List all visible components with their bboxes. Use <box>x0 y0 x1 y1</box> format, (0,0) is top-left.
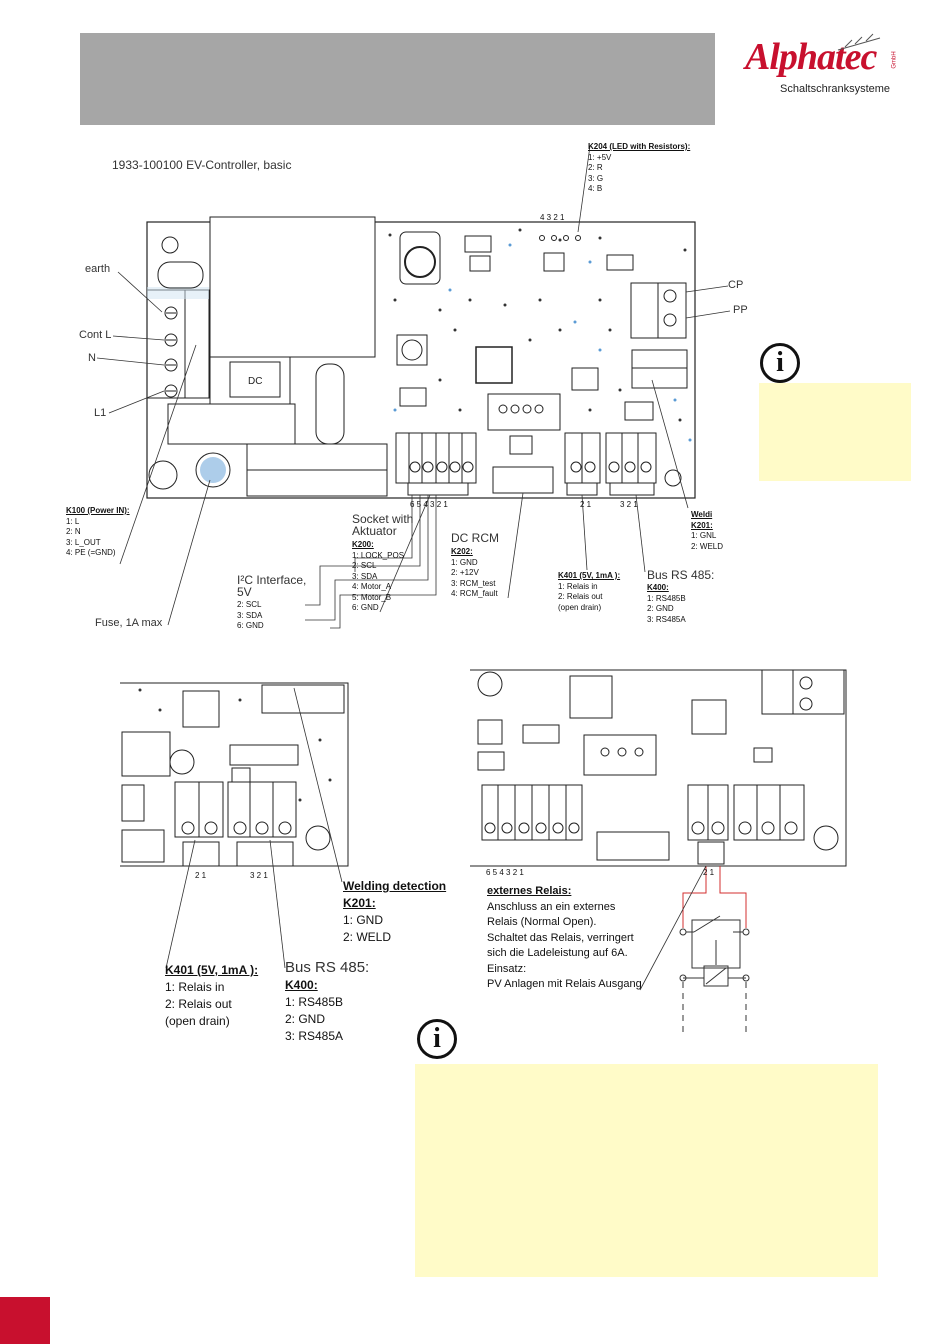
i2c-line: 3: SDA <box>237 610 263 620</box>
detail-k400-pin-numbers: 3 2 1 <box>250 871 268 880</box>
socket-title-line: Aktuator <box>352 524 397 538</box>
detail-k400-heading: K400: <box>285 978 318 992</box>
k201-heading: Weldi <box>691 510 713 519</box>
k401-line: (open drain) <box>558 602 602 612</box>
detail-k400-line: 1: RS485B <box>285 995 344 1009</box>
external-relay-line: Schaltet das Relais, verringert <box>487 931 634 944</box>
bus-title: Bus RS 485: <box>647 568 715 582</box>
document-title: 1933-100100 EV-Controller, basic <box>112 158 292 172</box>
detail-bus-title: Bus RS 485: <box>285 959 370 976</box>
k200-line: 1: LOCK_POS <box>352 550 405 560</box>
k401-line: 2: Relais out <box>558 592 603 601</box>
external-relay-line: Anschluss an ein externes <box>487 900 616 913</box>
k201-heading2: K201: <box>691 520 713 530</box>
external-relay-line: sich die Ladeleistung auf 6A. <box>487 947 628 959</box>
logo-wordmark: Alphatec <box>745 36 877 78</box>
i2c-title-line: I²C Interface, <box>237 573 307 587</box>
k204-line: 1: +5V <box>588 152 612 162</box>
detail-k401-heading: K401 (5V, 1mA ): <box>165 963 259 977</box>
detail-k400-line: 3: RS485A <box>285 1029 344 1043</box>
k200-line: 2: SCL <box>352 561 377 570</box>
k400-line: 3: RS485A <box>647 614 686 624</box>
k100-heading: K100 (Power IN): <box>66 506 130 515</box>
external-relay-line: PV Anlagen mit Relais Ausgang <box>487 978 642 990</box>
svg-text:DC: DC <box>248 376 263 387</box>
label-cont-l: Cont L <box>79 329 112 341</box>
info-icon: i <box>417 1019 457 1059</box>
external-relay-note <box>487 884 642 993</box>
k401-pin-numbers: 2 1 <box>580 500 592 509</box>
socket-title-line: Socket with <box>352 512 414 526</box>
dc-rcm-title: DC RCM <box>451 531 499 545</box>
label-earth: earth <box>85 263 111 275</box>
k100-line: 2: N <box>66 527 81 536</box>
k400-line: 2: GND <box>647 604 674 613</box>
k200-line: 5: Motor_B <box>352 592 392 602</box>
k200-heading: K200: <box>352 540 374 549</box>
k401-line: 1: Relais in <box>558 581 598 591</box>
welding-heading2: K201: <box>343 896 376 910</box>
k200-line: 6: GND <box>352 603 379 612</box>
external-relay-line: Einsatz: <box>487 962 527 975</box>
k100-line: 3: L_OUT <box>66 537 101 547</box>
k204-line: 2: R <box>588 163 603 172</box>
label-pp: PP <box>733 304 748 316</box>
k201-line: 1: GNL <box>691 531 717 540</box>
detail-right-k401-pin-numbers: 2 1 <box>703 868 715 877</box>
k400-pin-numbers: 3 2 1 <box>620 500 638 509</box>
k200-pin-numbers: 6 5 4 3 2 1 <box>410 500 448 509</box>
label-cp: CP <box>728 279 744 291</box>
k100-line: 4: PE (=GND) <box>66 548 116 557</box>
k200-line: 4: Motor_A <box>352 582 392 591</box>
external-relay-heading: externes Relais: <box>487 885 572 897</box>
k202-line: 2: +12V <box>451 568 479 577</box>
k401-heading: K401 (5V, 1mA ): <box>558 571 621 580</box>
k100-line: 1: L <box>66 516 80 526</box>
info-icon: i <box>760 343 800 383</box>
detail-k401-line: 2: Relais out <box>165 997 232 1011</box>
k204-pin-numbers: 4 3 2 1 <box>540 213 565 222</box>
detail-k200-pin-numbers: 6 5 4 3 2 1 <box>486 868 524 877</box>
i2c-line: 6: GND <box>237 621 264 630</box>
k202-line: 4: RCM_fault <box>451 589 498 598</box>
k400-line: 1: RS485B <box>647 593 686 603</box>
welding-line: 1: GND <box>343 913 384 927</box>
detail-welding-pinout <box>343 878 446 946</box>
label-fuse: Fuse, 1A max <box>95 617 163 629</box>
k202-line: 1: GND <box>451 557 478 567</box>
k200-line: 3: SDA <box>352 571 378 581</box>
label-n: N <box>88 352 96 364</box>
detail-k400-line: 2: GND <box>285 1012 326 1026</box>
info-panel-bottom <box>415 1064 878 1277</box>
welding-heading: Welding detection <box>343 879 447 893</box>
i2c-line: 2: SCL <box>237 600 262 609</box>
detail-k401-line: (open drain) <box>165 1014 230 1028</box>
logo-gmbh: GmbH <box>891 51 898 69</box>
k204-line: 3: G <box>588 173 604 183</box>
k204-line: 4: B <box>588 184 603 193</box>
detail-k401-pinout <box>165 962 258 1030</box>
i2c-title-line: 5V <box>237 585 252 599</box>
detail-k401-pin-numbers: 2 1 <box>195 871 207 880</box>
detail-k400-pinout <box>285 977 343 1045</box>
detail-k401-line: 1: Relais in <box>165 980 225 994</box>
k202-line: 3: RCM_test <box>451 578 496 588</box>
page-corner-tab <box>0 1297 50 1344</box>
welding-line: 2: WELD <box>343 930 392 944</box>
k201-line: 2: WELD <box>691 541 724 551</box>
label-l1: L1 <box>94 407 107 419</box>
k202-heading: K202: <box>451 547 473 556</box>
k400-heading: K400: <box>647 583 669 592</box>
external-relay-line: Relais (Normal Open). <box>487 916 597 928</box>
k204-heading: K204 (LED with Resistors): <box>588 142 691 151</box>
logo-subtitle: Schaltschranksysteme <box>780 83 891 95</box>
